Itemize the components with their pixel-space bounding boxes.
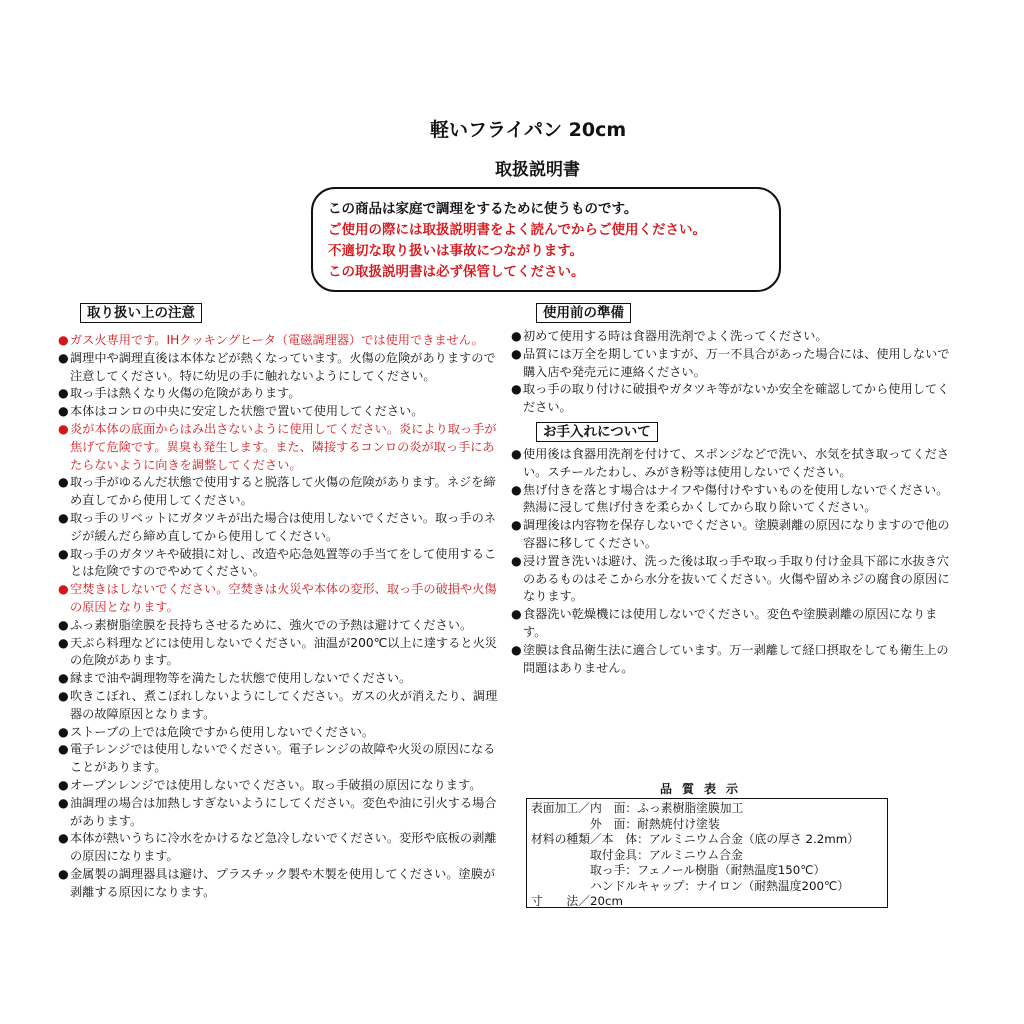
list-item (58, 474, 498, 510)
bullet-icon: ● (58, 582, 69, 597)
list-item-text: 初めて使用する時は食器用洗剤でよく洗ってください。 (523, 329, 828, 343)
cautions-list (58, 332, 498, 902)
bullet-icon: ● (58, 866, 69, 881)
bullet-icon: ● (58, 350, 69, 365)
list-item (58, 777, 498, 795)
list-item (511, 642, 959, 678)
bullet-icon: ● (58, 635, 69, 650)
bullet-icon: ● (58, 333, 69, 347)
notice-line: この商品は家庭で調理をするために使うものです。 (328, 201, 638, 217)
list-item-text: 炎が本体の底面からはみ出さないように使用してください。炎により取っ手が焦げて危険です。異臭も発生します。また、隣接するコンロの炎が取っ手にあたらないように向きを調整してください。 (70, 421, 497, 472)
list-item (58, 866, 498, 902)
list-item-text: 塗膜は食品衛生法に適合しています。万一剥離して経口摂取をしても衛生上の問題はありません。 (523, 642, 949, 675)
list-item (511, 553, 959, 606)
quality-row: ハンドルキャップ：ナイロン（耐熱温度200℃） (531, 878, 850, 893)
list-item (58, 385, 498, 403)
list-item (58, 350, 498, 386)
list-item (511, 381, 959, 417)
bullet-icon: ● (511, 382, 522, 397)
section-heading-cautions: 取り扱い上の注意 (80, 303, 202, 323)
list-item (511, 328, 959, 346)
list-item-text: 焦げ付きを落とす場合はナイフや傷付けやすいものを使用しないでください。熱湯に浸して焦げ付きを柔らかくしてから取り除いてください。 (523, 482, 949, 515)
page-subtitle: 取扱説明書 (495, 160, 580, 180)
bullet-icon: ● (511, 642, 522, 657)
list-item (511, 482, 959, 518)
list-item-text: 電子レンジでは使用しないでください。電子レンジの故障や火災の原因になることがあります。 (70, 742, 496, 775)
list-item (58, 510, 498, 546)
notice-line: この取扱説明書は必ず保管してください。 (328, 264, 585, 280)
list-item (58, 830, 498, 866)
quality-row: 取っ手：フェノール樹脂（耐熱温度150℃） (531, 863, 826, 877)
quality-row: 外 面：耐熱焼付け塗装 (531, 816, 720, 831)
bullet-icon: ● (511, 553, 522, 568)
bullet-icon: ● (58, 421, 69, 436)
list-item-text: 調理後は内容物を保存しないでください。塗膜剥離の原因になりますので他の容器に移してください。 (523, 518, 950, 550)
list-item (58, 688, 498, 724)
bullet-icon: ● (58, 724, 69, 739)
list-item-text: 取っ手のリベットにガタツキが出た場合は使用しないでください。取っ手のネジが緩んだら締め直してから使用してください。 (70, 510, 496, 543)
quality-title: 品質表示 (660, 782, 749, 796)
bullet-icon: ● (58, 742, 69, 757)
section-heading-care: お手入れについて (536, 422, 658, 442)
list-item (58, 332, 498, 350)
bullet-icon: ● (58, 404, 69, 419)
bullet-icon: ● (58, 671, 69, 686)
list-item (58, 795, 498, 831)
list-item-text: 取っ手のガタツキや破損に対し、改造や応急処置等の手当てをして使用することは危険ですのでやめてください。 (70, 546, 497, 579)
list-item-text: 調理中や調理直後は本体などが熱くなっています。火傷の危険がありますので注意してください。特に幼児の手に触れないようにしてください。 (70, 350, 496, 383)
section-heading-preparation: 使用前の準備 (536, 303, 631, 323)
bullet-icon: ● (511, 518, 522, 533)
list-item (58, 741, 498, 777)
bullet-icon: ● (511, 346, 522, 361)
bullet-icon: ● (58, 795, 69, 810)
bullet-icon: ● (58, 510, 69, 525)
list-item-text: 本体はコンロの中央に安定した状態で置いて使用してください。 (70, 404, 424, 419)
list-item-text: 取っ手がゆるんだ状態で使用すると脱落して火傷の危険があります。ネジを締め直してから使用してください。 (70, 475, 496, 508)
list-item-text: 食器洗い乾燥機には使用しないでください。変色や塗膜剥離の原因になります。 (523, 607, 938, 639)
quality-row: 表面加工／内 面：ふっ素樹脂塗膜加工 (531, 801, 744, 815)
list-item-text: ふっ素樹脂塗膜を長持ちさせるために、強火での予熱は避けてください。 (70, 617, 473, 632)
list-item-text: 油調理の場合は加熱しすぎないようにしてください。変色や油に引火する場合があります。 (70, 795, 497, 828)
bullet-icon: ● (58, 386, 69, 401)
quality-row: 取付金具：アルミニウム合金 (531, 847, 743, 862)
list-item (58, 617, 498, 635)
page-title: 軽いフライパン 20cm (430, 119, 627, 141)
list-item-text: 吹きこぼれ、煮こぼれしないようにしてください。ガスの火が消えたり、調理器の故障原因となります。 (70, 688, 498, 721)
list-item (58, 724, 498, 742)
preparation-list (511, 328, 959, 417)
list-item-text: 取っ手の取り付けに破損やガタツキ等がないか安全を確認してから使用してください。 (523, 382, 950, 415)
list-item-text: 使用後は食器用洗剤を付けて、スポンジなどで洗い、水気を拭き取ってください。スチールたわし、みがき粉等は使用しないでください。 (523, 447, 950, 479)
list-item-text: 金属製の調理器具は避け、プラスチック製や木製を使用してください。塗膜が剥離する原因になります。 (70, 866, 496, 899)
list-item-text: オーブンレンジでは使用しないでください。取っ手破損の原因になります。 (70, 777, 482, 792)
list-item (58, 421, 498, 474)
list-item-text: 縁まで油や調理物等を満たした状態で使用しないでください。 (70, 671, 412, 686)
list-item (511, 446, 959, 482)
bullet-icon: ● (58, 546, 69, 561)
quality-table (526, 798, 888, 908)
list-item (58, 403, 498, 421)
list-item (58, 635, 498, 671)
list-item-text: ストーブの上では危険ですから使用しないでください。 (70, 724, 375, 739)
notice-line: ご使用の際には取扱説明書をよく読んでからご使用ください。 (328, 222, 706, 238)
list-item-text: 空焚きはしないでください。空焚きは火災や本体の変形、取っ手の破損や火傷の原因となります。 (70, 582, 497, 614)
care-list (511, 446, 959, 677)
bullet-icon: ● (58, 475, 69, 490)
bullet-icon: ● (511, 607, 522, 622)
bullet-icon: ● (58, 688, 69, 703)
list-item (58, 546, 498, 582)
list-item (58, 581, 498, 617)
list-item (511, 517, 959, 553)
quality-row: 寸 法／20cm (531, 894, 623, 908)
list-item-text: 取っ手は熱くなり火傷の危険があります。 (70, 386, 301, 401)
bullet-icon: ● (511, 329, 522, 343)
list-item-text: 本体が熱いうちに冷水をかけるなど急冷しないでください。変形や底板の剥離の原因になります。 (70, 831, 497, 864)
list-item (511, 346, 959, 382)
bullet-icon: ● (58, 617, 69, 632)
list-item-text: 品質には万全を期していますが、万一不具合があった場合には、使用しないで購入店や発売元に連絡ください。 (523, 346, 950, 379)
notice-line: 不適切な取り扱いは事故につながります。 (328, 243, 584, 259)
list-item-text: ガス火専用です。IHクッキングヒータ（電磁調理器）では使用できません。 (70, 333, 484, 347)
bullet-icon: ● (511, 482, 522, 497)
bullet-icon: ● (58, 777, 69, 792)
list-item (511, 606, 959, 642)
bullet-icon: ● (58, 831, 69, 846)
list-item-text: 浸け置き洗いは避け、洗った後は取っ手や取っ手取り付け金具下部に水抜き穴のあるものはそこから水分を抜いてください。火傷や留めネジの腐食の原因になります。 (523, 553, 950, 604)
quality-row: 材料の種類／本 体：アルミニウム合金（底の厚さ 2.2mm） (531, 832, 860, 846)
notice-box (311, 187, 781, 292)
list-item-text: 天ぷら料理などには使用しないでください。油温が200℃以上に達すると火災の危険があります。 (70, 635, 497, 668)
list-item (58, 670, 498, 688)
bullet-icon: ● (511, 447, 522, 461)
